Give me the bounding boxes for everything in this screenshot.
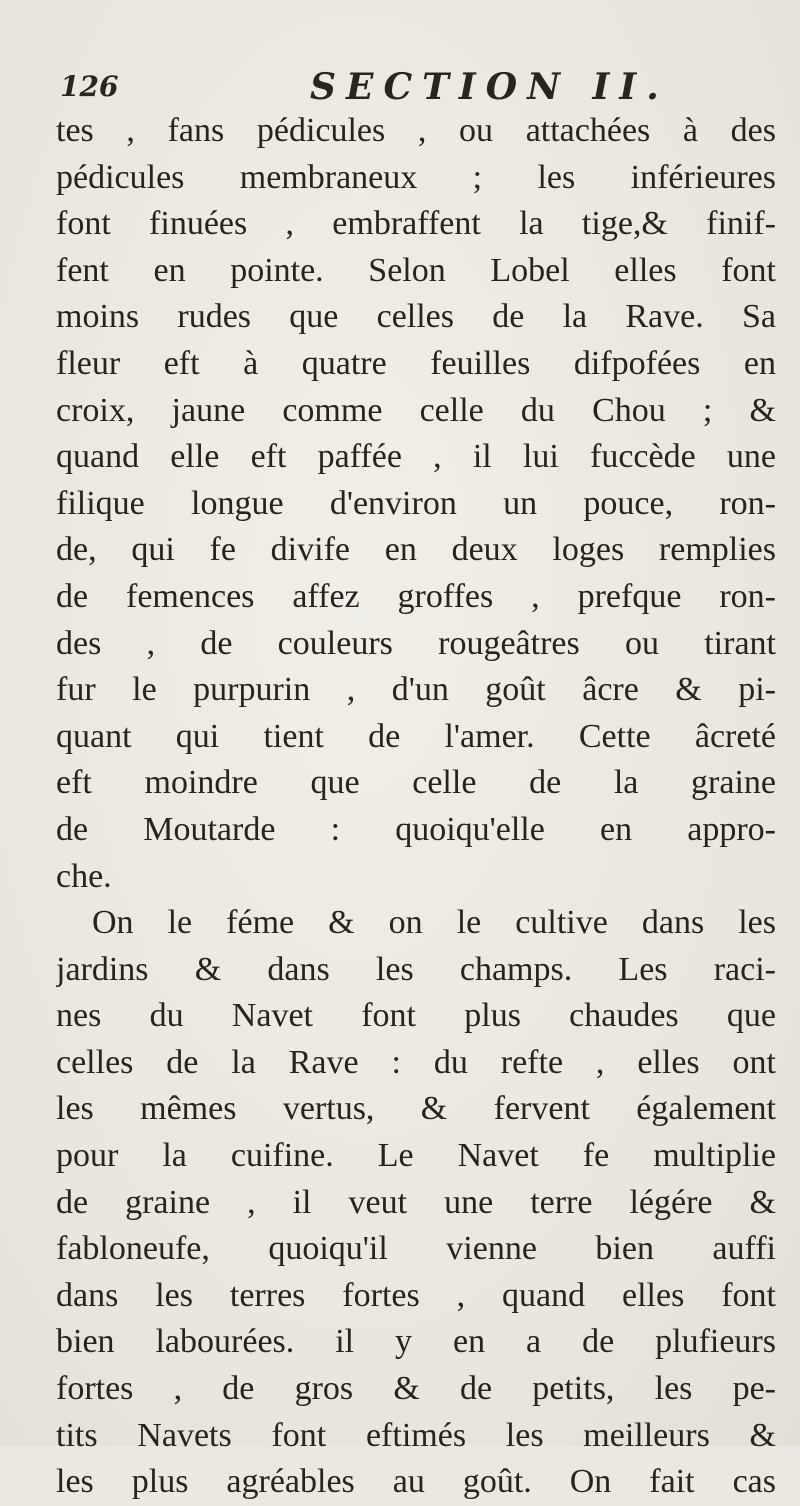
paragraph-start-line: On le féme & on le cultive dans les <box>92 904 776 942</box>
text-line: celles de la Rave : du refte , elles ont <box>56 1043 776 1081</box>
text-line: de Moutarde : quoiqu'elle en appro- <box>56 810 776 848</box>
text-line: fleur eft à quatre feuilles difpofées en <box>56 344 776 382</box>
text-line: fur le purpurin , d'un goût âcre & pi- <box>56 671 776 709</box>
text-line: de graine , il veut une terre légére & <box>56 1183 776 1221</box>
text-line: quand elle eft paffée , il lui fuccède une <box>56 438 776 476</box>
text-line: quant qui tient de l'amer. Cette âcreté <box>56 717 776 755</box>
text-line: fabloneufe, quoiqu'il vienne bien auffi <box>56 1230 776 1268</box>
text-line: tits Navets font eftimés les meilleurs & <box>56 1416 776 1454</box>
text-line: de, qui fe divife en deux loges remplies <box>56 531 776 569</box>
text-line: filique longue d'environ un pouce, ron- <box>56 484 776 522</box>
text-line: bien labourées. il y en a de plufieurs <box>56 1323 776 1361</box>
text-line: fent en pointe. Selon Lobel elles font <box>56 251 776 289</box>
body-text <box>56 108 776 1506</box>
text-line: les plus agréables au goût. On fait cas <box>56 1463 776 1501</box>
text-line: des , de couleurs rougeâtres ou tirant <box>56 624 776 662</box>
text-line: font finuées , embraffent la tige,& finif- <box>56 205 776 243</box>
text-line: che. <box>56 857 112 895</box>
text-line: eft moindre que celle de la graine <box>56 764 776 802</box>
page-header <box>60 66 700 112</box>
page-number: 126 <box>60 70 119 103</box>
text-line: pédicules membraneux ; les inférieures <box>56 158 776 196</box>
text-line: de femences affez groffes , prefque ron- <box>56 577 776 615</box>
running-head: SECTION II. <box>310 66 669 108</box>
text-line: jardins & dans les champs. Les raci- <box>56 950 776 988</box>
text-line: moins rudes que celles de la Rave. Sa <box>56 298 776 336</box>
text-line: croix, jaune comme celle du Chou ; & <box>56 391 776 429</box>
text-line: nes du Navet font plus chaudes que <box>56 997 776 1035</box>
text-line: tes , fans pédicules , ou attachées à des <box>56 112 776 149</box>
text-line: dans les terres fortes , quand elles font <box>56 1276 776 1314</box>
text-line: fortes , de gros & de petits, les pe- <box>56 1370 776 1408</box>
text-line: pour la cuifine. Le Navet fe multiplie <box>56 1137 776 1175</box>
text-line: les mêmes vertus, & fervent également <box>56 1090 776 1128</box>
